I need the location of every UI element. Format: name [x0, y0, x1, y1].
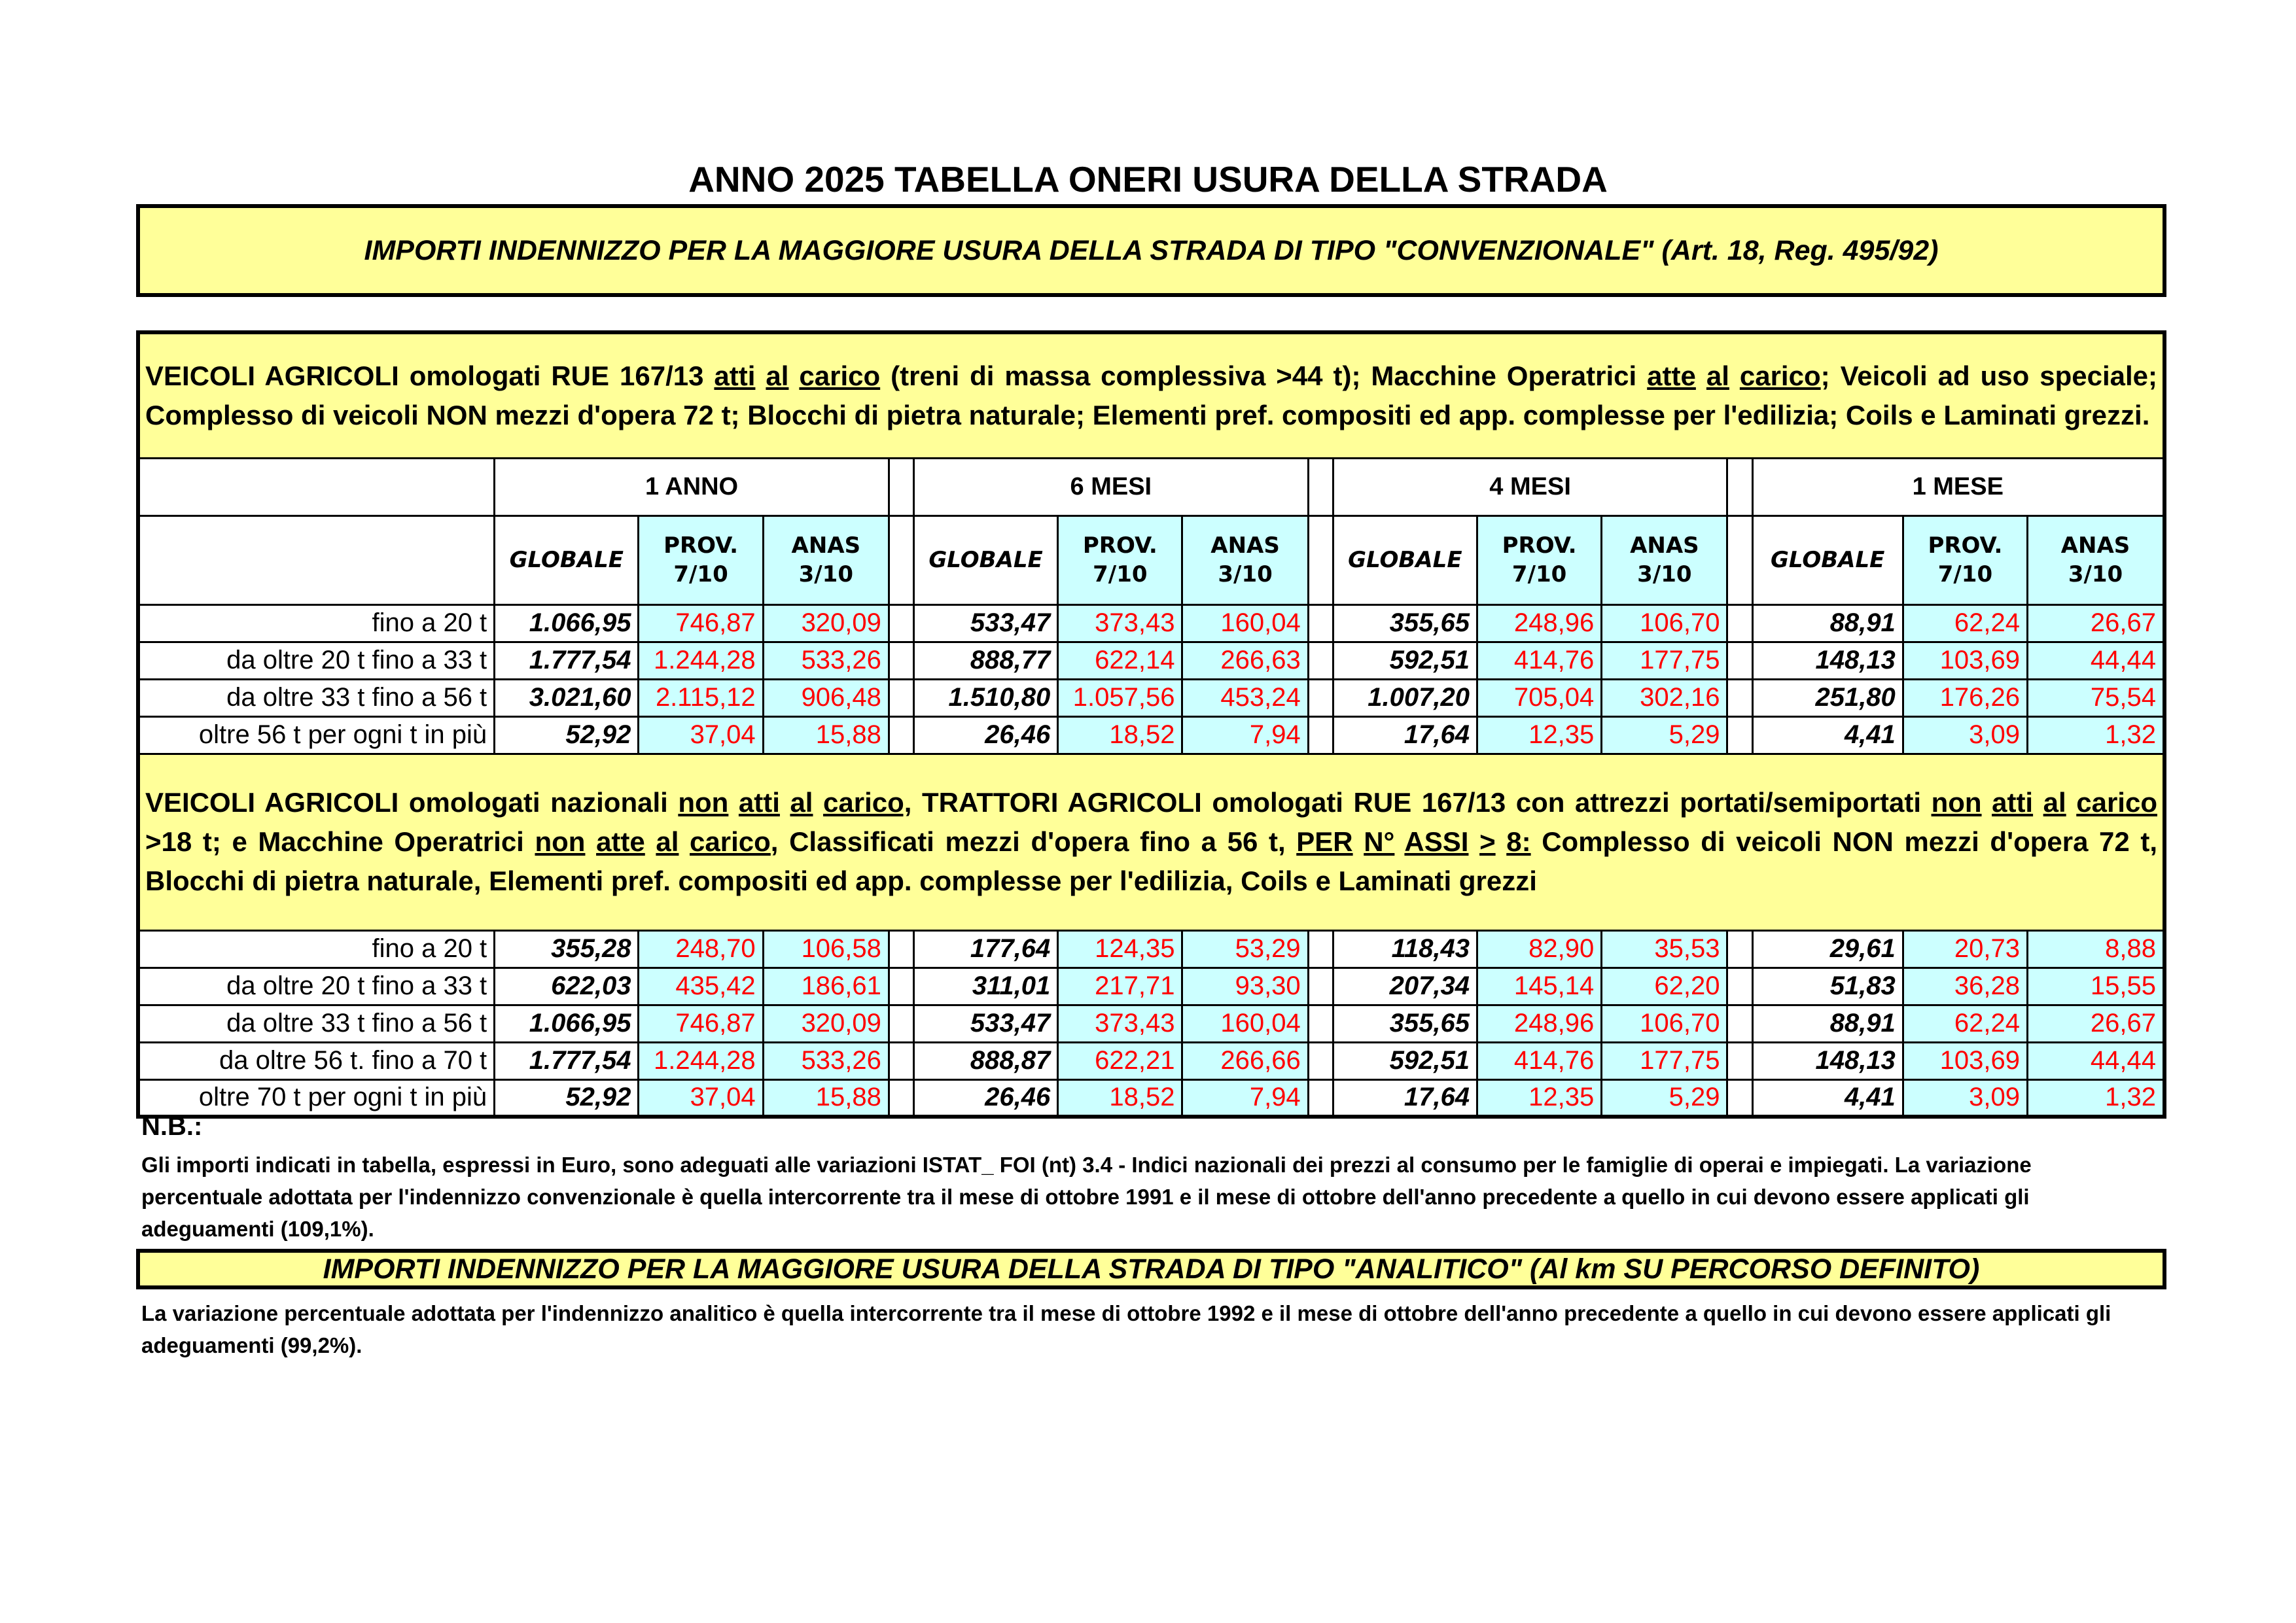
data-row — [138, 604, 2164, 642]
prov-value: 145,14 — [1477, 968, 1602, 1005]
desc-part: (treni di massa complessiva >44 t); Macchine Operatrici — [880, 360, 1648, 391]
globale-value: 533,47 — [913, 604, 1057, 642]
prov-value: 248,70 — [639, 930, 763, 968]
prov-header-line2: 7/10 — [673, 561, 728, 587]
nb-text: Gli importi indicati in tabella, espressi in Euro, sono adeguati alle variazioni ISTAT_ FOI (nt) 3.4 - Indici nazionali dei prezzi al consumo per le famiglie di operai e impiegati. La variazione percentuale adottata per l'indennizzo convenzionale è quella intercorrente tra il mese di ottobre 1991 e il mese di ottobre dell'anno precedente a quello in cui devono essere applicati gli adeguamenti (109,1%). — [141, 1153, 2032, 1241]
prov-value: 622,14 — [1058, 642, 1182, 679]
prov-value: 62,24 — [1903, 604, 2027, 642]
anas-value: 26,67 — [2028, 1005, 2164, 1042]
prov-value: 36,28 — [1903, 968, 2027, 1005]
column-gap — [889, 515, 913, 604]
prov-value: 373,43 — [1058, 604, 1182, 642]
column-gap — [1308, 968, 1333, 1005]
globale-value: 1.066,95 — [495, 1005, 639, 1042]
column-gap — [889, 458, 913, 515]
column-gap — [1727, 458, 1752, 515]
prov-value: 103,69 — [1903, 1042, 2027, 1079]
anas-value: 160,04 — [1182, 1005, 1308, 1042]
prov-value: 12,35 — [1477, 716, 1602, 754]
desc-part: al — [766, 360, 789, 391]
prov-header — [1058, 515, 1182, 604]
column-gap — [1308, 515, 1333, 604]
anas-value: 533,26 — [763, 1042, 889, 1079]
globale-header: GLOBALE — [1333, 515, 1477, 604]
anas-value: 5,29 — [1602, 1079, 1727, 1117]
weight-class-label: oltre 70 t per ogni t in più — [138, 1079, 495, 1117]
prov-header — [639, 515, 763, 604]
anas-header-line1: ANAS — [1630, 532, 1699, 559]
desc-part: atti — [1992, 787, 2034, 818]
anas-header-line2: 3/10 — [1637, 561, 1692, 587]
desc-part — [585, 826, 596, 857]
prov-value: 622,21 — [1058, 1042, 1182, 1079]
desc-part: non — [1931, 787, 1982, 818]
globale-value: 88,91 — [1752, 1005, 1903, 1042]
prov-value: 1.057,56 — [1058, 679, 1182, 716]
anas-header-line2: 3/10 — [2068, 561, 2123, 587]
anas-value: 53,29 — [1182, 930, 1308, 968]
prov-header-line2: 7/10 — [1937, 561, 1993, 587]
data-row — [138, 716, 2164, 754]
anas-value: 186,61 — [763, 968, 889, 1005]
column-gap — [1727, 1079, 1752, 1117]
fee-table — [136, 330, 2166, 1119]
globale-value: 88,91 — [1752, 604, 1903, 642]
desc-part — [1394, 826, 1404, 857]
column-gap — [889, 716, 913, 754]
desc-part — [2033, 787, 2043, 818]
desc-part: carico — [1739, 360, 1821, 391]
anas-header — [763, 515, 889, 604]
prov-value: 62,24 — [1903, 1005, 2027, 1042]
column-gap — [889, 1042, 913, 1079]
anas-header — [1182, 515, 1308, 604]
desc-part — [1696, 360, 1706, 391]
prov-value: 82,90 — [1477, 930, 1602, 968]
prov-value: 3,09 — [1903, 1079, 2027, 1117]
column-gap — [1727, 642, 1752, 679]
section1-description — [138, 332, 2164, 458]
globale-value: 4,41 — [1752, 716, 1903, 754]
period-header: 6 MESI — [913, 458, 1308, 515]
column-gap — [1727, 515, 1752, 604]
anas-value: 106,70 — [1602, 1005, 1727, 1042]
anas-value: 453,24 — [1182, 679, 1308, 716]
prov-value: 414,76 — [1477, 1042, 1602, 1079]
column-gap — [889, 930, 913, 968]
anas-value: 15,55 — [2028, 968, 2164, 1005]
anas-value: 93,30 — [1182, 968, 1308, 1005]
globale-value: 355,65 — [1333, 1005, 1477, 1042]
desc-part: carico — [690, 826, 771, 857]
column-gap — [1727, 716, 1752, 754]
anas-value: 75,54 — [2028, 679, 2164, 716]
globale-value: 148,13 — [1752, 1042, 1903, 1079]
anas-value: 302,16 — [1602, 679, 1727, 716]
globale-value: 51,83 — [1752, 968, 1903, 1005]
prov-value: 746,87 — [639, 604, 763, 642]
desc-part: al — [2043, 787, 2066, 818]
desc-part: atte — [596, 826, 645, 857]
globale-value: 26,46 — [913, 716, 1057, 754]
desc-part — [1729, 360, 1740, 391]
analytic-banner — [136, 1249, 2166, 1289]
anas-value: 15,88 — [763, 1079, 889, 1117]
period-header-row — [138, 458, 2164, 515]
globale-value: 26,46 — [913, 1079, 1057, 1117]
desc-part: al — [790, 787, 813, 818]
prov-header — [1903, 515, 2027, 604]
globale-value: 1.066,95 — [495, 604, 639, 642]
anas-header-line2: 3/10 — [798, 561, 853, 587]
desc-part: atti — [714, 360, 756, 391]
globale-value: 622,03 — [495, 968, 639, 1005]
prov-value: 3,09 — [1903, 716, 2027, 754]
column-gap — [889, 604, 913, 642]
globale-header: GLOBALE — [495, 515, 639, 604]
anas-value: 177,75 — [1602, 1042, 1727, 1079]
prov-value: 746,87 — [639, 1005, 763, 1042]
prov-value: 1.244,28 — [639, 1042, 763, 1079]
desc-part: ASSI — [1404, 826, 1469, 857]
column-gap — [1308, 642, 1333, 679]
prov-header-line1: PROV. — [1502, 532, 1577, 559]
globale-value: 148,13 — [1752, 642, 1903, 679]
globale-value: 52,92 — [495, 716, 639, 754]
globale-value: 17,64 — [1333, 1079, 1477, 1117]
globale-header: GLOBALE — [913, 515, 1057, 604]
globale-value: 1.510,80 — [913, 679, 1057, 716]
anas-value: 15,88 — [763, 716, 889, 754]
globale-value: 1.007,20 — [1333, 679, 1477, 716]
weight-class-label: da oltre 56 t. fino a 70 t — [138, 1042, 495, 1079]
desc-part: >18 t; e Macchine Operatrici — [145, 826, 535, 857]
column-gap — [1727, 1042, 1752, 1079]
desc-part — [728, 787, 739, 818]
prov-value: 217,71 — [1058, 968, 1182, 1005]
prov-value: 705,04 — [1477, 679, 1602, 716]
prov-value: 12,35 — [1477, 1079, 1602, 1117]
column-gap — [1308, 1005, 1333, 1042]
prov-header-line1: PROV. — [1082, 532, 1157, 559]
anas-value: 106,58 — [763, 930, 889, 968]
desc-part: al — [1706, 360, 1729, 391]
period-header: 4 MESI — [1333, 458, 1727, 515]
prov-value: 37,04 — [639, 1079, 763, 1117]
prov-value: 18,52 — [1058, 1079, 1182, 1117]
desc-part — [679, 826, 690, 857]
nb-heading: N.B.: — [141, 1112, 203, 1141]
anas-value: 1,32 — [2028, 716, 2164, 754]
desc-part: VEICOLI AGRICOLI omologati RUE 167/13 — [145, 360, 715, 391]
globale-value: 888,87 — [913, 1042, 1057, 1079]
desc-part: 8: — [1506, 826, 1531, 857]
globale-value: 355,65 — [1333, 604, 1477, 642]
anas-value: 26,67 — [2028, 604, 2164, 642]
globale-value: 17,64 — [1333, 716, 1477, 754]
desc-part: al — [656, 826, 679, 857]
anas-value: 44,44 — [2028, 1042, 2164, 1079]
weight-class-label: fino a 20 t — [138, 604, 495, 642]
globale-value: 207,34 — [1333, 968, 1477, 1005]
anas-value: 320,09 — [763, 604, 889, 642]
desc-part: carico, — [823, 787, 912, 818]
globale-value: 355,28 — [495, 930, 639, 968]
desc-part: carico — [2076, 787, 2157, 818]
desc-part: atti — [738, 787, 780, 818]
anas-value: 106,70 — [1602, 604, 1727, 642]
desc-part: , Classificati mezzi d'opera fino a 56 t, — [770, 826, 1297, 857]
prov-header-line2: 7/10 — [1093, 561, 1148, 587]
prov-value: 248,96 — [1477, 1005, 1602, 1042]
anas-value: 160,04 — [1182, 604, 1308, 642]
desc-part — [813, 787, 823, 818]
desc-part: non — [678, 787, 729, 818]
anas-value: 320,09 — [763, 1005, 889, 1042]
globale-value: 52,92 — [495, 1079, 639, 1117]
anas-header — [2028, 515, 2164, 604]
desc-part — [2066, 787, 2077, 818]
desc-part: Complesso di veicoli NON mezzi d'opera 72 t, Blocchi di pietra naturale, Elementi pref. compositi ed app. complesse per l'edilizia, Coils e Laminati grezzi — [145, 826, 2158, 896]
prov-value: 2.115,12 — [639, 679, 763, 716]
blank-header-cell — [138, 458, 495, 515]
anas-header-line1: ANAS — [2060, 532, 2130, 559]
blank-subheader-cell — [138, 515, 495, 604]
column-gap — [1308, 458, 1333, 515]
conventional-banner — [136, 204, 2166, 297]
anas-value: 7,94 — [1182, 1079, 1308, 1117]
column-gap — [1308, 716, 1333, 754]
column-gap — [1727, 968, 1752, 1005]
column-gap — [1308, 1079, 1333, 1117]
weight-class-label: oltre 56 t per ogni t in più — [138, 716, 495, 754]
globale-value: 311,01 — [913, 968, 1057, 1005]
prov-value: 124,35 — [1058, 930, 1182, 968]
anas-header-line1: ANAS — [791, 532, 861, 559]
anas-value: 1,32 — [2028, 1079, 2164, 1117]
globale-value: 3.021,60 — [495, 679, 639, 716]
column-gap — [1308, 604, 1333, 642]
analytic-banner-text: IMPORTI INDENNIZZO PER LA MAGGIORE USURA DELLA STRADA DI TIPO "ANALITICO" (Al km SU PERCORSO DEFINITO) — [323, 1253, 1980, 1285]
desc-part: TRATTORI AGRICOLI omologati RUE 167/13 con attrezzi portati/semiportati — [911, 787, 1932, 818]
desc-part: carico — [799, 360, 881, 391]
anas-header-line2: 3/10 — [1218, 561, 1273, 587]
anas-value: 266,63 — [1182, 642, 1308, 679]
desc-part: VEICOLI AGRICOLI omologati nazionali — [145, 787, 679, 818]
prov-value: 176,26 — [1903, 679, 2027, 716]
prov-value: 373,43 — [1058, 1005, 1182, 1042]
data-row — [138, 679, 2164, 716]
desc-part: > — [1479, 826, 1496, 857]
desc-part — [780, 787, 790, 818]
desc-part — [788, 360, 799, 391]
prov-value: 414,76 — [1477, 642, 1602, 679]
conventional-banner-text: IMPORTI INDENNIZZO PER LA MAGGIORE USURA DELLA STRADA DI TIPO "CONVENZIONALE" (Art. 18, Reg. 495/92) — [364, 234, 1939, 266]
weight-class-label: da oltre 33 t fino a 56 t — [138, 1005, 495, 1042]
column-gap — [889, 642, 913, 679]
desc-part — [1468, 826, 1479, 857]
prov-value: 103,69 — [1903, 642, 2027, 679]
globale-value: 4,41 — [1752, 1079, 1903, 1117]
data-row — [138, 968, 2164, 1005]
column-gap — [1727, 1005, 1752, 1042]
anas-header-line1: ANAS — [1210, 532, 1280, 559]
desc-part: PER — [1296, 826, 1353, 857]
section1-description-row — [138, 332, 2164, 458]
prov-header-line2: 7/10 — [1511, 561, 1567, 587]
analytic-text: La variazione percentuale adottata per l'indennizzo analitico è quella intercorrente tra il mese di ottobre 1992 e il mese di ottobre dell'anno precedente a quello in cui devono essere applicati gli adeguamenti (99,2%). — [141, 1301, 2111, 1357]
globale-value: 1.777,54 — [495, 642, 639, 679]
anas-value: 8,88 — [2028, 930, 2164, 968]
prov-value: 37,04 — [639, 716, 763, 754]
prov-header-line1: PROV. — [663, 532, 739, 559]
desc-part: atte — [1647, 360, 1696, 391]
desc-part — [645, 826, 656, 857]
globale-value: 533,47 — [913, 1005, 1057, 1042]
data-row — [138, 1042, 2164, 1079]
prov-header — [1477, 515, 1602, 604]
globale-value: 888,77 — [913, 642, 1057, 679]
column-gap — [1727, 930, 1752, 968]
globale-value: 251,80 — [1752, 679, 1903, 716]
column-gap — [1727, 679, 1752, 716]
desc-part: non — [535, 826, 586, 857]
page-title: ANNO 2025 TABELLA ONERI USURA DELLA STRADA — [688, 159, 1608, 200]
anas-value: 266,66 — [1182, 1042, 1308, 1079]
weight-class-label: da oltre 20 t fino a 33 t — [138, 642, 495, 679]
prov-value: 18,52 — [1058, 716, 1182, 754]
column-gap — [1308, 679, 1333, 716]
globale-header: GLOBALE — [1752, 515, 1903, 604]
data-row — [138, 930, 2164, 968]
prov-value: 20,73 — [1903, 930, 2027, 968]
data-row — [138, 1005, 2164, 1042]
globale-value: 592,51 — [1333, 642, 1477, 679]
anas-value: 44,44 — [2028, 642, 2164, 679]
desc-part: ; Veicoli ad uso speciale; Complesso di veicoli NON mezzi d'opera 72 t; Blocchi di pietra naturale; Elementi pref. compositi ed app. complesse per l'edilizia; Coils e Laminati grezzi. — [145, 360, 2158, 430]
prov-value: 248,96 — [1477, 604, 1602, 642]
desc-part — [755, 360, 766, 391]
anas-value: 35,53 — [1602, 930, 1727, 968]
weight-class-label: fino a 20 t — [138, 930, 495, 968]
period-header: 1 MESE — [1752, 458, 2164, 515]
anas-value: 5,29 — [1602, 716, 1727, 754]
data-row — [138, 642, 2164, 679]
subheader-row — [138, 515, 2164, 604]
globale-value: 118,43 — [1333, 930, 1477, 968]
weight-class-label: da oltre 20 t fino a 33 t — [138, 968, 495, 1005]
prov-value: 1.244,28 — [639, 642, 763, 679]
weight-class-label: da oltre 33 t fino a 56 t — [138, 679, 495, 716]
globale-value: 29,61 — [1752, 930, 1903, 968]
prov-header-line1: PROV. — [1928, 532, 2003, 559]
desc-part — [1496, 826, 1507, 857]
column-gap — [1727, 604, 1752, 642]
column-gap — [889, 968, 913, 1005]
prov-value: 435,42 — [639, 968, 763, 1005]
anas-value: 533,26 — [763, 642, 889, 679]
anas-value: 906,48 — [763, 679, 889, 716]
period-header: 1 ANNO — [495, 458, 889, 515]
anas-value: 177,75 — [1602, 642, 1727, 679]
column-gap — [889, 1079, 913, 1117]
anas-header — [1602, 515, 1727, 604]
anas-value: 62,20 — [1602, 968, 1727, 1005]
column-gap — [1308, 930, 1333, 968]
anas-value: 7,94 — [1182, 716, 1308, 754]
section2-description — [138, 754, 2164, 930]
desc-part — [1353, 826, 1364, 857]
column-gap — [889, 1005, 913, 1042]
column-gap — [1308, 1042, 1333, 1079]
globale-value: 177,64 — [913, 930, 1057, 968]
globale-value: 1.777,54 — [495, 1042, 639, 1079]
section2-description-row — [138, 754, 2164, 930]
data-row — [138, 1079, 2164, 1117]
globale-value: 592,51 — [1333, 1042, 1477, 1079]
desc-part: N° — [1364, 826, 1395, 857]
desc-part — [1982, 787, 1992, 818]
column-gap — [889, 679, 913, 716]
